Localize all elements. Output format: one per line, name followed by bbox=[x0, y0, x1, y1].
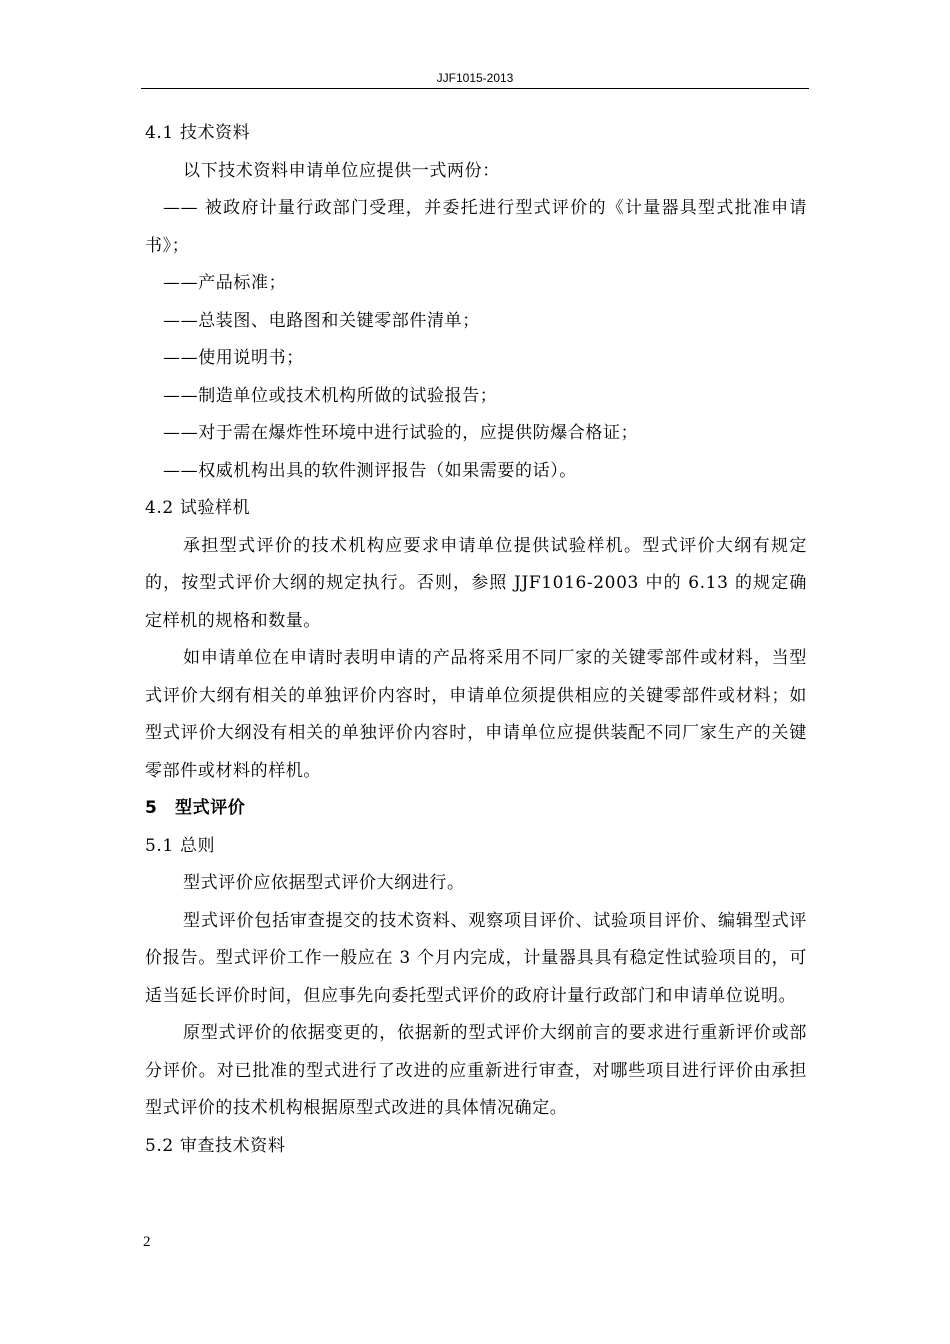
list-item-product-standard: ——产品标准； bbox=[163, 273, 287, 293]
list-item-test-report: ——制造单位或技术机构所做的试验报告； bbox=[163, 385, 498, 406]
section-4-1-intro: 以下技术资料申请单位应提供一式两份： bbox=[183, 160, 500, 181]
list-item-drawings: ——总装图、电路图和关键零部件清单； bbox=[163, 310, 480, 331]
section-4-2-heading: 4.2 试验样机 bbox=[145, 498, 251, 518]
section-5-title: 型式评价 bbox=[175, 798, 246, 818]
section-5-2-heading: 5.2 审查技术资料 bbox=[145, 1135, 286, 1156]
list-item-explosion-proof: ——对于需在爆炸性环境中进行试验的，应提供防爆合格证； bbox=[163, 423, 639, 443]
section-5-1-paragraph-3: 原型式评价的依据变更的，依据新的型式评价大纲前言的要求进行重新评价或部分评价。对已批准的型式进行了改进的应重新进行审查，对哪些项目进行评价由承担型式评价的技术机构根据原型式改进的具体情况确定。 bbox=[145, 1023, 807, 1118]
section-4-2-paragraph-1: 承担型式评价的技术机构应要求申请单位提供试验样机。型式评价大纲有规定的，按型式评价大纲的规定执行。否则，参照 JJF1016-2003 中的 6.13 的规定确定样机的规格和数量。 bbox=[145, 535, 807, 631]
section-5-1-heading: 5.1 总则 bbox=[145, 835, 216, 856]
running-header: JJF1015-2013 bbox=[436, 71, 514, 85]
page-number: 2 bbox=[143, 1234, 151, 1250]
section-5-number: 5 bbox=[145, 798, 158, 818]
section-4-1-heading: 4.1 技术资料 bbox=[145, 123, 251, 143]
list-item-application-form: —— 被政府计量行政部门受理，并委托进行型式评价的《计量器具型式批准申请书》； bbox=[145, 198, 807, 256]
section-5-1-paragraph-2: 型式评价包括审查提交的技术资料、观察项目评价、试验项目评价、编辑型式评价报告。型式评价工作一般应在 3 个月内完成，计量器具具有稳定性试验项目的，可适当延长评价时间，但应事先向委托型式评价的政府计量行政部门和申请单位说明。 bbox=[145, 910, 807, 1006]
list-item-software-report: ——权威机构出具的软件测评报告（如果需要的话）。 bbox=[163, 460, 577, 481]
document-body bbox=[145, 115, 807, 1165]
section-5-heading bbox=[145, 790, 807, 828]
list-item-manual: ——使用说明书； bbox=[163, 348, 304, 368]
section-4-2-paragraph-2: 如申请单位在申请时表明申请的产品将采用不同厂家的关键零部件或材料，当型式评价大纲有相关的单独评价内容时，申请单位须提供相应的关键零部件或材料；如型式评价大纲没有相关的单独评价内容时，申请单位应提供装配不同厂家生产的关键零部件或材料的样机。 bbox=[145, 648, 807, 781]
header-divider bbox=[141, 88, 809, 89]
section-5-1-paragraph-1: 型式评价应依据型式评价大纲进行。 bbox=[183, 873, 465, 893]
